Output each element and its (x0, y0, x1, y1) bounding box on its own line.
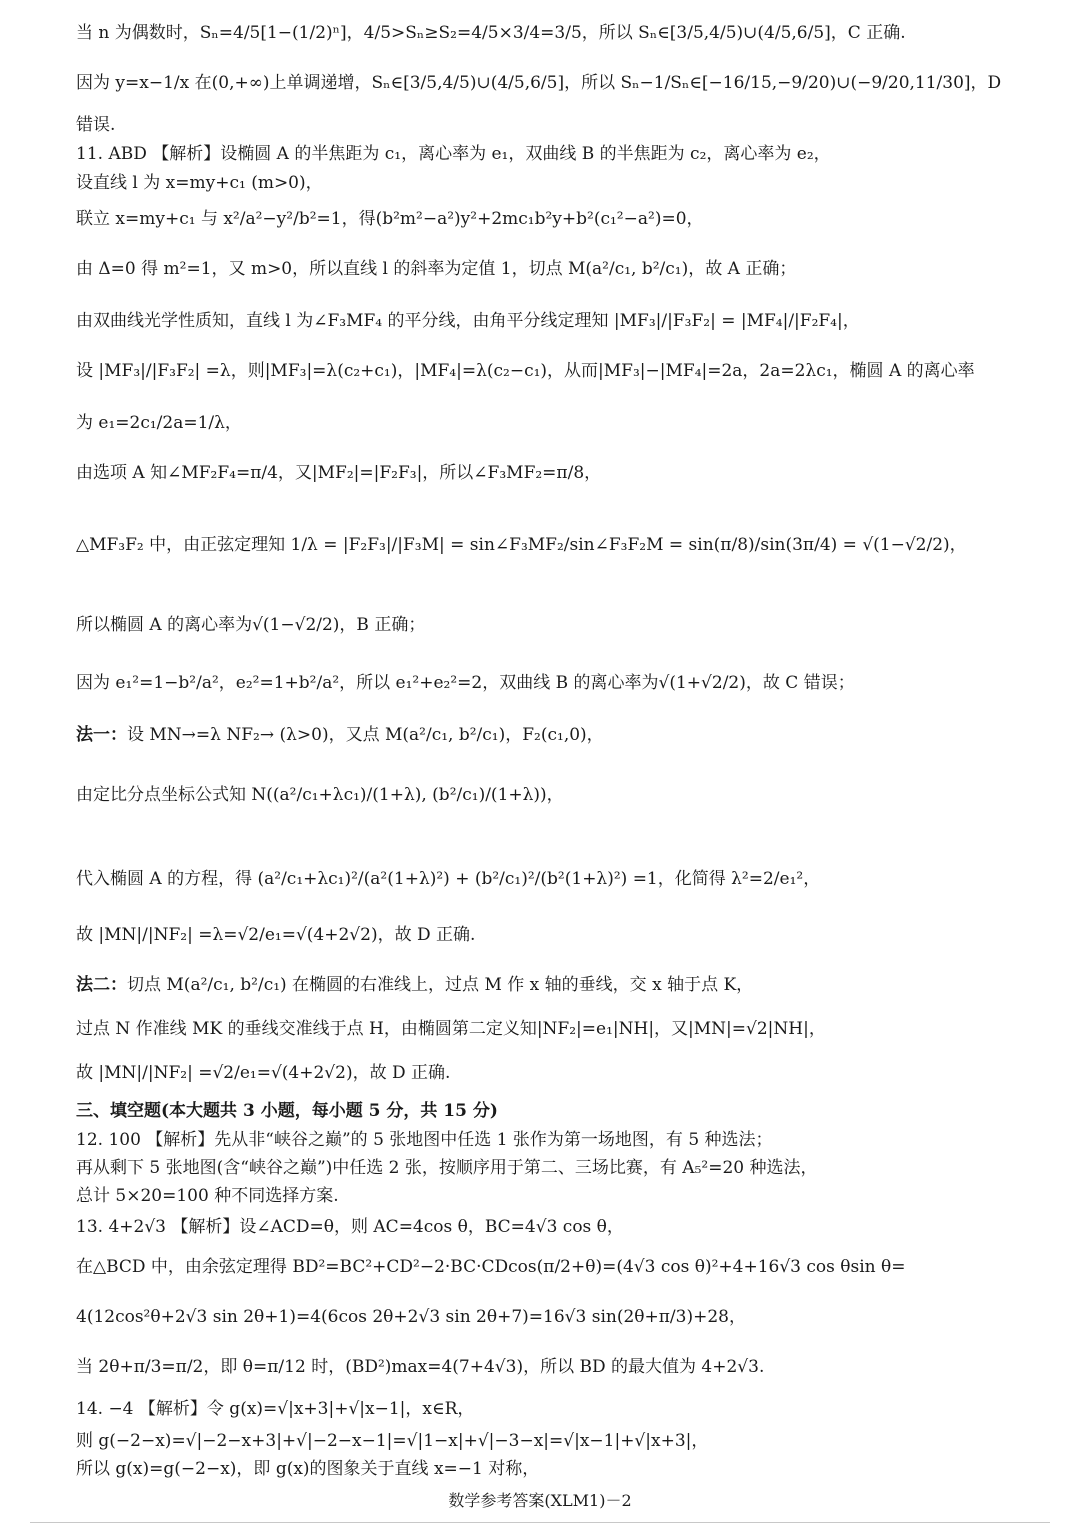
text-line: 代入椭圆 A 的方程，得 (a²/c₁+λc₁)²/(a²(1+λ)²) + (b²/c₁)²/(b²(1+λ)²) =1，化简得 λ²=2/e₁²， (76, 869, 821, 889)
text-line: 由 Δ=0 得 m²=1，又 m>0，所以直线 l 的斜率为定值 1，切点 M(a²/c₁, b²/c₁)，故 A 正确； (76, 259, 797, 279)
text-line: 所以椭圆 A 的离心率为√(1−√2/2)，B 正确； (76, 615, 426, 635)
text-line: 由双曲线光学性质知，直线 l 为∠F₃MF₄ 的平分线，由角平分线定理知 |MF₃|/|F₃F₂| = |MF₄|/|F₂F₄|， (76, 311, 860, 331)
text-line: 设直线 l 为 x=my+c₁ (m>0)， (76, 173, 323, 193)
text-line: 当 n 为偶数时，Sₙ=4/5[1−(1/2)ⁿ]，4/5>Sₙ≥S₂=4/5×3/4=3/5，所以 Sₙ∈[3/5,4/5)∪(4/5,6/5]，C 正确. (76, 23, 906, 43)
text-line: 所以 g(x)=g(−2−x)，即 g(x)的图象关于直线 x=−1 对称， (76, 1459, 540, 1479)
text-line: 故 |MN|/|NF₂| =√2/e₁=√(4+2√2)，故 D 正确. (76, 1063, 451, 1083)
text-line: 在△BCD 中，由余弦定理得 BD²=BC²+CD²−2·BC·CDcos(π/2+θ)=(4√3 cos θ)²+4+16√3 cos θsin θ= (76, 1257, 906, 1277)
text-line: 14. −4 【解析】令 g(x)=√|x+3|+√|x−1|，x∈R， (76, 1399, 475, 1419)
text-line: 联立 x=my+c₁ 与 x²/a²−y²/b²=1，得(b²m²−a²)y²+2mc₁b²y+b²(c₁²−a²)=0， (76, 209, 704, 229)
text-line: 11. ABD 【解析】设椭圆 A 的半焦距为 c₁，离心率为 e₁，双曲线 B 的半焦距为 c₂，离心率为 e₂， (76, 144, 831, 164)
text-line: △MF₃F₂ 中，由正弦定理知 1/λ = |F₂F₃|/|F₃M| = sin∠F₃MF₂/sin∠F₃F₂M = sin(π/8)/sin(3π/4) = √(1−√2/2)， (76, 535, 967, 555)
text-line: 因为 y=x−1/x 在(0,+∞)上单调递增，Sₙ∈[3/5,4/5)∪(4/5,6/5]，所以 Sₙ−1/Sₙ∈[−16/15,−9/20)∪(−9/20,11/30]，D (76, 73, 1002, 93)
text-line: 再从剩下 5 张地图(含“峡谷之巅”)中任选 2 张，按顺序用于第二、三场比赛，有 A₅²=20 种选法， (76, 1158, 818, 1178)
text-line: 13. 4+2√3 【解析】设∠ACD=θ，则 AC=4cos θ，BC=4√3 cos θ， (76, 1217, 624, 1237)
text-line: 故 |MN|/|NF₂| =λ=√2/e₁=√(4+2√2)，故 D 正确. (76, 925, 476, 945)
text-line: 总计 5×20=100 种不同选择方案. (76, 1186, 339, 1206)
text-line: 为 e₁=2c₁/2a=1/λ， (76, 413, 242, 433)
text-line: 由定比分点坐标公式知 N((a²/c₁+λc₁)/(1+λ), (b²/c₁)/(1+λ))， (76, 785, 564, 805)
footer-divider (30, 1522, 1050, 1523)
text-line: 设 |MF₃|/|F₃F₂| =λ，则|MF₃|=λ(c₂+c₁)，|MF₄|=λ(c₂−c₁)，从而|MF₃|−|MF₄|=2a，2a=2λc₁，椭圆 A 的离心率 (76, 361, 975, 381)
text-line: 12. 100 【解析】先从非“峡谷之巅”的 5 张地图中任选 1 张作为第一场地图，有 5 种选法； (76, 1130, 773, 1150)
text-line: 法二：切点 M(a²/c₁, b²/c₁) 在椭圆的右准线上，过点 M 作 x 轴的垂线，交 x 轴于点 K， (76, 975, 754, 995)
text-line: 4(12cos²θ+2√3 sin 2θ+1)=4(6cos 2θ+2√3 sin 2θ+7)=16√3 sin(2θ+π/3)+28， (76, 1307, 746, 1327)
text-line: 由选项 A 知∠MF₂F₄=π/4，又|MF₂|=|F₂F₃|，所以∠F₃MF₂=π/8， (76, 463, 602, 483)
page-footer: 数学参考答案(XLM1)－2 (448, 1491, 632, 1510)
text-line: 因为 e₁²=1−b²/a²，e₂²=1+b²/a²，所以 e₁²+e₂²=2，双曲线 B 的离心率为√(1+√2/2)，故 C 错误； (76, 673, 855, 693)
text-line: 当 2θ+π/3=π/2，即 θ=π/12 时，(BD²)max=4(7+4√3)，所以 BD 的最大值为 4+2√3. (76, 1357, 765, 1377)
text-line: 错误. (76, 115, 116, 135)
text-line: 三、填空题(本大题共 3 小题，每小题 5 分，共 15 分) (76, 1101, 498, 1121)
text-line: 则 g(−2−x)=√|−2−x+3|+√|−2−x−1|=√|1−x|+√|−3−x|=√|x−1|+√|x+3|， (76, 1431, 709, 1451)
text-line: 法一：设 MN→=λ NF₂→ (λ>0)，又点 M(a²/c₁, b²/c₁)，F₂(c₁,0)， (76, 725, 604, 745)
text-line: 过点 N 作准线 MK 的垂线交准线于点 H，由椭圆第二定义知|NF₂|=e₁|NH|，又|MN|=√2|NH|， (76, 1019, 826, 1039)
